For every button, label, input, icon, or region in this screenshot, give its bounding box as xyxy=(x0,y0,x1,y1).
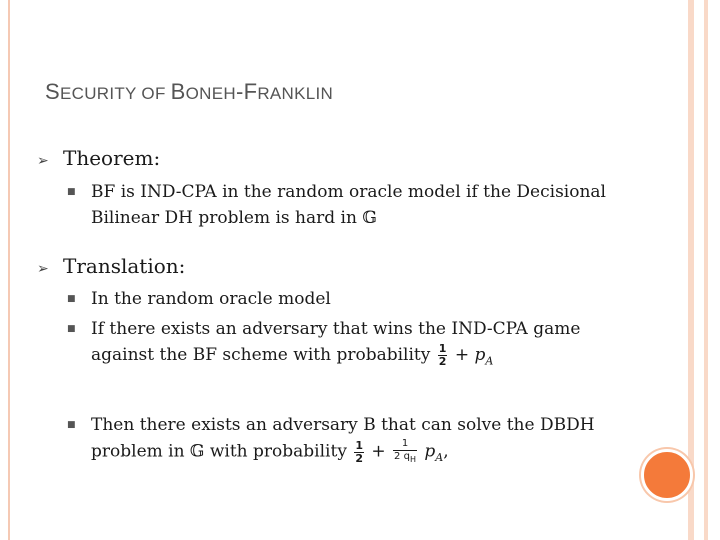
fraction-denominator: 2 xyxy=(355,451,363,465)
math-fraction-qh xyxy=(393,438,417,466)
math-p: p xyxy=(424,441,436,462)
fraction-numerator: 1 xyxy=(393,438,417,451)
bullet-text: BF is IND-CPA in the random oracle model if the Decisional Bilinear DH problem is hard in 𝔾 xyxy=(91,182,606,228)
bullet-text-main: If there exists an adversary that wins the IND-CPA game against the BF scheme with probability xyxy=(91,319,581,365)
bullet-theorem-statement xyxy=(67,179,627,231)
bullet-text: In the random oracle model xyxy=(91,289,331,309)
math-subscript-a: A xyxy=(435,450,444,464)
section-heading-theorem xyxy=(37,146,160,170)
math-plus: + xyxy=(371,441,386,462)
title-part: -F xyxy=(235,79,258,104)
math-subscript-h: H xyxy=(409,455,416,464)
fraction-denominator: 2 xyxy=(438,355,447,368)
section-heading-label: Translation: xyxy=(63,254,186,278)
math-plus: + xyxy=(454,345,470,365)
left-border xyxy=(8,0,10,540)
math-subscript-a: A xyxy=(485,354,494,368)
title-part: S xyxy=(45,79,60,104)
bullet-dbdh-reduction xyxy=(67,412,627,471)
square-bullet-icon: ■ xyxy=(67,420,76,430)
bullet-text xyxy=(91,412,627,471)
right-border-inner xyxy=(688,0,694,540)
bullet-text-main: Then there exists an adversary B that can solve the DBDH problem in 𝔾 with probability xyxy=(91,415,595,462)
square-bullet-icon: ■ xyxy=(67,294,76,304)
fraction-denominator xyxy=(393,451,417,466)
right-border-outer xyxy=(704,0,708,540)
square-bullet-icon: ■ xyxy=(67,187,76,197)
math-fraction-half xyxy=(354,440,364,465)
bullet-adversary-wins xyxy=(67,316,627,374)
title-part: RANKLIN xyxy=(257,84,334,103)
arrow-bullet-icon: ➢ xyxy=(37,153,49,169)
title-part: B xyxy=(170,79,186,104)
math-two-q: 2 q xyxy=(394,451,410,462)
fraction-numerator: 1 xyxy=(355,438,363,452)
bullet-text xyxy=(91,316,627,374)
math-comma: , xyxy=(443,441,449,462)
section-heading-translation xyxy=(37,254,185,278)
arrow-bullet-icon: ➢ xyxy=(37,261,49,277)
bullet-random-oracle xyxy=(67,286,627,312)
square-bullet-icon: ■ xyxy=(67,324,76,334)
slide-title xyxy=(45,79,333,105)
title-part: ECURITY OF xyxy=(59,84,171,103)
math-fraction-half xyxy=(438,343,448,368)
title-part: ONEH xyxy=(185,84,236,103)
fraction-numerator: 1 xyxy=(438,342,447,355)
decorative-circle xyxy=(641,449,693,501)
section-heading-label: Theorem: xyxy=(63,146,161,170)
math-p: p xyxy=(474,345,486,365)
